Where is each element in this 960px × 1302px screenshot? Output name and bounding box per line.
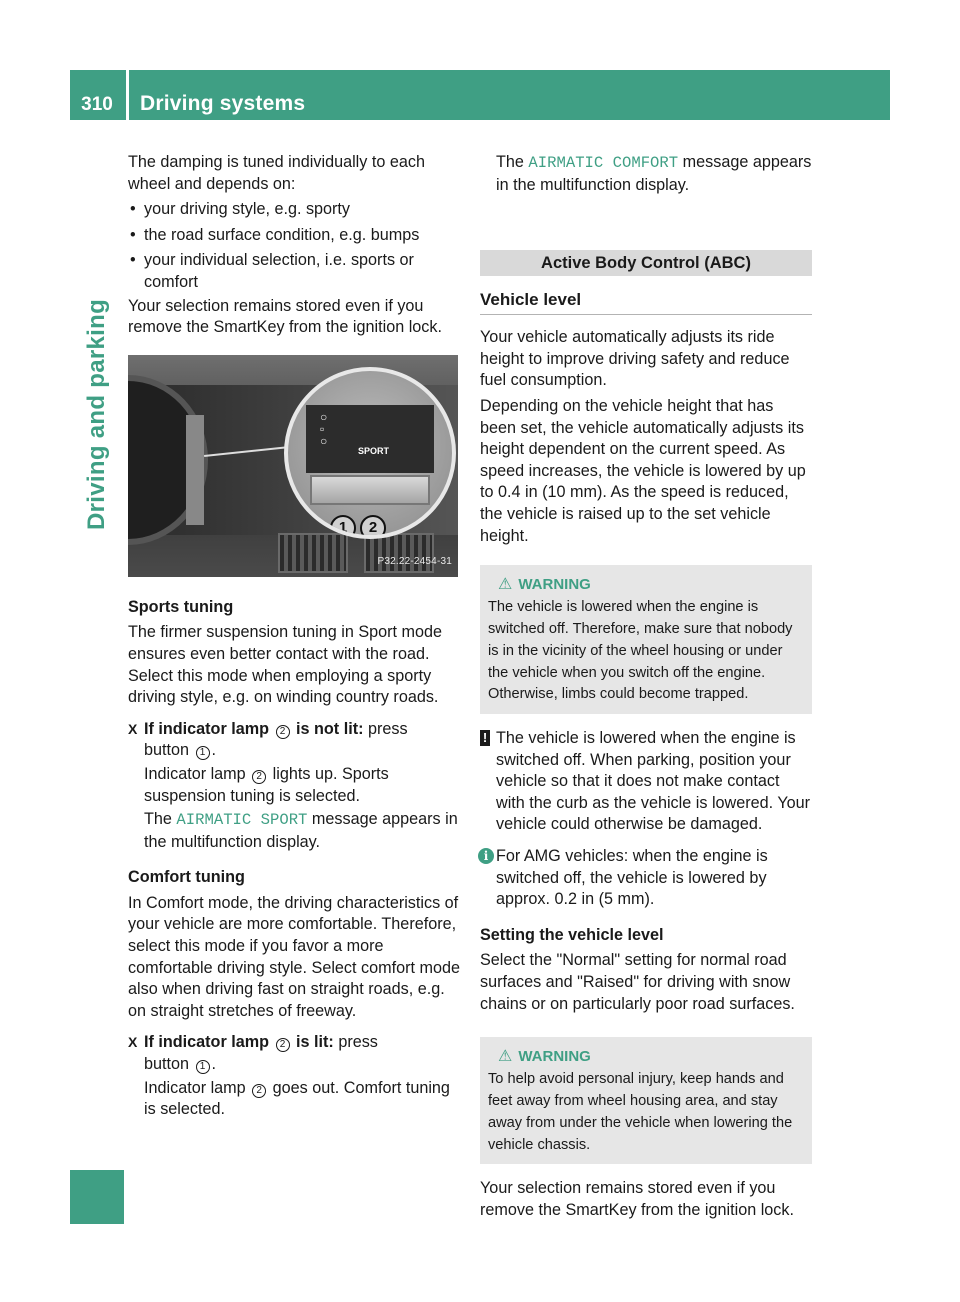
sports-tuning-heading: Sports tuning [128,597,234,616]
setting-body: Select the "Normal" setting for normal road surfaces and "Raised" for driving with snow chains or on particularly poor road surfaces. [480,951,795,1013]
caution-note [480,728,812,836]
setting-heading: Setting the vehicle level [480,925,664,944]
step-condition: is not lit: [296,719,364,738]
ref-1-icon: 1 [196,746,210,760]
warning-box [480,565,812,714]
warning-title-text: WARNING [518,576,591,594]
step-lead: If indicator lamp [144,719,270,738]
caution-icon: ! [480,730,490,746]
vehicle-level-intro: Your vehicle automatically adjusts its ride height to improve driving safety and reduce fuel consumption. [480,328,790,390]
sport-switch-label: SPORT [358,445,390,456]
switch-strip [186,415,204,525]
step-action: press [338,1033,378,1052]
step-period: . [211,1055,217,1074]
side-tab-label: Driving and parking [83,298,110,530]
comfort-tuning-step [128,1032,462,1120]
ref-2-icon: 2 [252,1084,266,1098]
sports-tuning-step [128,719,462,854]
abc-heading: Active Body Control (ABC) [480,250,812,276]
step-action: press [367,719,408,738]
warning-title [488,573,804,597]
warning-body: To help avoid personal injury, keep hands and feet away from wheel housing area, and stay away from under the vehicle when lowering the vehicle chassis. [488,1071,793,1153]
info-text: For AMG vehicles: when the engine is switched off, the vehicle is lowered by approx. 0.2 in (5 mm). [496,847,768,909]
step-condition: is lit: [296,1033,334,1052]
result-text: Indicator lamp [144,764,246,783]
step-button-text: button [144,1055,190,1074]
list-item: • your driving style, e.g. sporty [128,199,462,221]
info-icon: i [478,848,494,864]
section-title: Driving systems [140,92,306,115]
warning-body: The vehicle is lowered when the engine is switched off. Therefore, make sure that nobody is in the vicinity of the wheel housing or under the vehicle when you switch off the engine. Otherwise, limbs could become trapped. [488,599,793,703]
list-item: • the road surface condition, e.g. bumps [128,225,462,247]
comfort-tuning-heading: Comfort tuning [128,868,245,887]
ref-2-icon: 2 [276,1038,290,1052]
side-tab-marker [70,1170,124,1224]
warning-box [480,1037,812,1164]
step-lead: If indicator lamp [144,1033,270,1052]
warning-title-text: WARNING [518,1048,591,1066]
message-text: The [496,153,524,171]
ref-1-icon: 1 [196,1060,210,1074]
result-text: Indicator lamp [144,1078,246,1097]
air-vent [278,533,348,573]
page-number: 310 [81,94,113,115]
display-message-code: AIRMATIC SPORT [176,811,308,830]
message-text: message appears in the multifunction display. [144,810,458,851]
warning-triangle-icon: ⚠ [498,1048,513,1066]
result-text: goes out. Comfort tuning is selected. [144,1078,450,1119]
intro-text: The damping is tuned individually to each wheel and depends on: [128,153,425,193]
vehicle-level-heading: Vehicle level [480,288,812,315]
message-text: The [144,810,172,829]
ref-2-icon: 2 [276,725,290,739]
image-code: P32.22-2454-31 [377,556,452,568]
info-note [480,846,812,911]
right-column [480,152,812,1222]
caution-text: The vehicle is lowered when the engine is switched off. When parking, position your vehicle so that it does not make contact with the curb as the vehicle is lowered. Your vehicle could otherwise be damaged. [496,729,811,834]
step-button-text: button [144,741,190,760]
vehicle-level-detail: Depending on the vehicle height that has been set, the vehicle automatically adjusts its height dependent on the current speed. As speed increases, the vehicle is lowered by up to 0.4 in (10 mm). As the speed is reduced, the vehicle is raised up to the set vehicle height. [480,396,806,545]
stored-note: Your selection remains stored even if you remove the SmartKey from the ignition lock. [128,296,442,337]
warning-triangle-icon: ⚠ [498,576,513,594]
left-column [128,152,462,1121]
callout-2: 2 [360,515,386,539]
callout-1: 1 [330,515,356,539]
magnified-switch [284,367,456,539]
dashboard-figure [128,355,458,577]
display-message-code: AIRMATIC COMFORT [528,154,679,172]
stored-note: Your selection remains stored even if you remove the SmartKey from the ignition lock. [480,1179,794,1220]
step-marker-icon: X [128,1034,138,1051]
step-marker-icon: X [128,720,138,737]
sports-tuning-body: The firmer suspension tuning in Sport mode ensures even better contact with the road. Select this mode when employing a sporty driving style, e.g. on winding country roads. [128,623,443,707]
list-item: • your individual selection, i.e. sports or comfort [128,250,462,293]
comfort-tuning-body: In Comfort mode, the driving characteristics of your vehicle are more comfortable. Therefore, select this mode if you favor a more comfortable driving style. Select comfort mode also when driving fast on straight roads, e.g. on straight stretches of freeway. [128,893,460,1020]
sport-rocker-button [310,475,430,505]
indicator-lamp-icon: ○ ▫ ○ [320,409,328,448]
switch-panel [306,405,434,473]
result-text: lights up. Sports suspension tuning is selected. [144,764,389,805]
message-text: message appears in the multifunction display. [496,153,812,194]
header-divider [126,70,129,120]
ref-2-icon: 2 [252,770,266,784]
step-period: . [211,741,217,760]
warning-title [488,1045,804,1069]
